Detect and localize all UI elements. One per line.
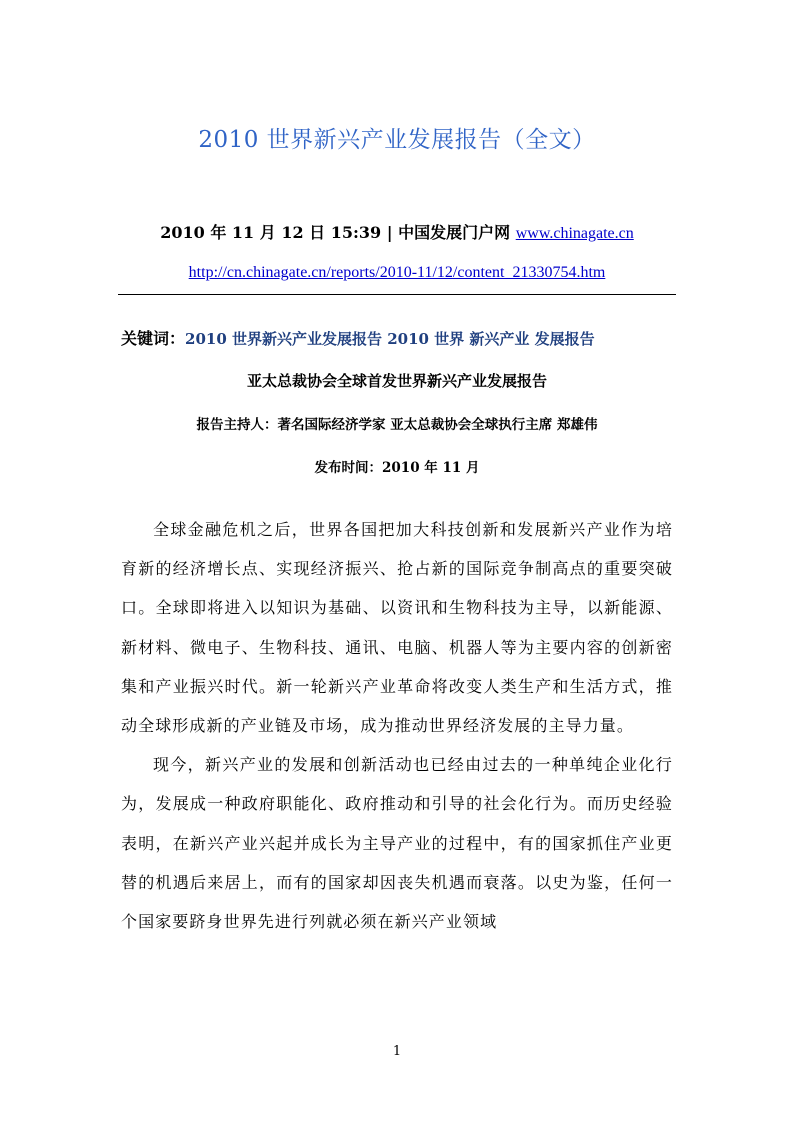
keywords-value: 2010 世界新兴产业发展报告 2010 世界 新兴产业 发展报告	[185, 330, 595, 348]
paragraph: 全球金融危机之后，世界各国把加大科技创新和发展新兴产业作为培育新的经济增长点、实现经济振兴、抢占新的国际竞争制高点的重要突破口。全球即将进入以知识为基础、以资讯和生物科技为主导，以新能源、新材料、微电子、生物科技、通讯、电脑、机器人等为主要内容的创新密集和产业振兴时代。新一轮新兴产业革命将改变人类生产和生活方式，推动全球形成新的产业链及市场，成为推动世界经济发展的主导力量。	[121, 520, 673, 736]
horizontal-divider	[118, 294, 676, 295]
report-host-line: 报告主持人：著名国际经济学家 亚太总裁协会全球执行主席 郑雄伟	[196, 417, 598, 433]
source-url-line	[0, 262, 794, 282]
dateline	[0, 220, 794, 243]
release-time-line: 发布时间：2010 年 11 月	[314, 460, 480, 476]
body-text	[121, 510, 673, 941]
source-url-link[interactable]: http://cn.chinagate.cn/reports/2010-11/12/content_21330754.htm	[188, 264, 606, 281]
site-link[interactable]: www.chinagate.cn	[515, 225, 634, 242]
document-title: 2010 世界新兴产业发展报告（全文）	[198, 127, 596, 153]
publish-date-source: 2010 年 11 月 12 日 15:39 | 中国发展门户网	[160, 223, 511, 242]
page-number: 1	[392, 1044, 402, 1059]
keywords-label: 关键词：	[121, 329, 186, 348]
report-subheading: 亚太总裁协会全球首发世界新兴产业发展报告	[246, 372, 547, 390]
paragraph: 现今，新兴产业的发展和创新活动也已经由过去的一种单纯企业化行为，发展成一种政府职能化、政府推动和引导的社会化行为。而历史经验表明，在新兴产业兴起并成长为主导产业的过程中，有的国家抓住产业更替的机遇后来居上，而有的国家却因丧失机遇而衰落。以史为鉴，任何一个国家要跻身世界先进行列就必须在新兴产业领域	[121, 755, 673, 932]
keywords-line	[121, 326, 595, 349]
